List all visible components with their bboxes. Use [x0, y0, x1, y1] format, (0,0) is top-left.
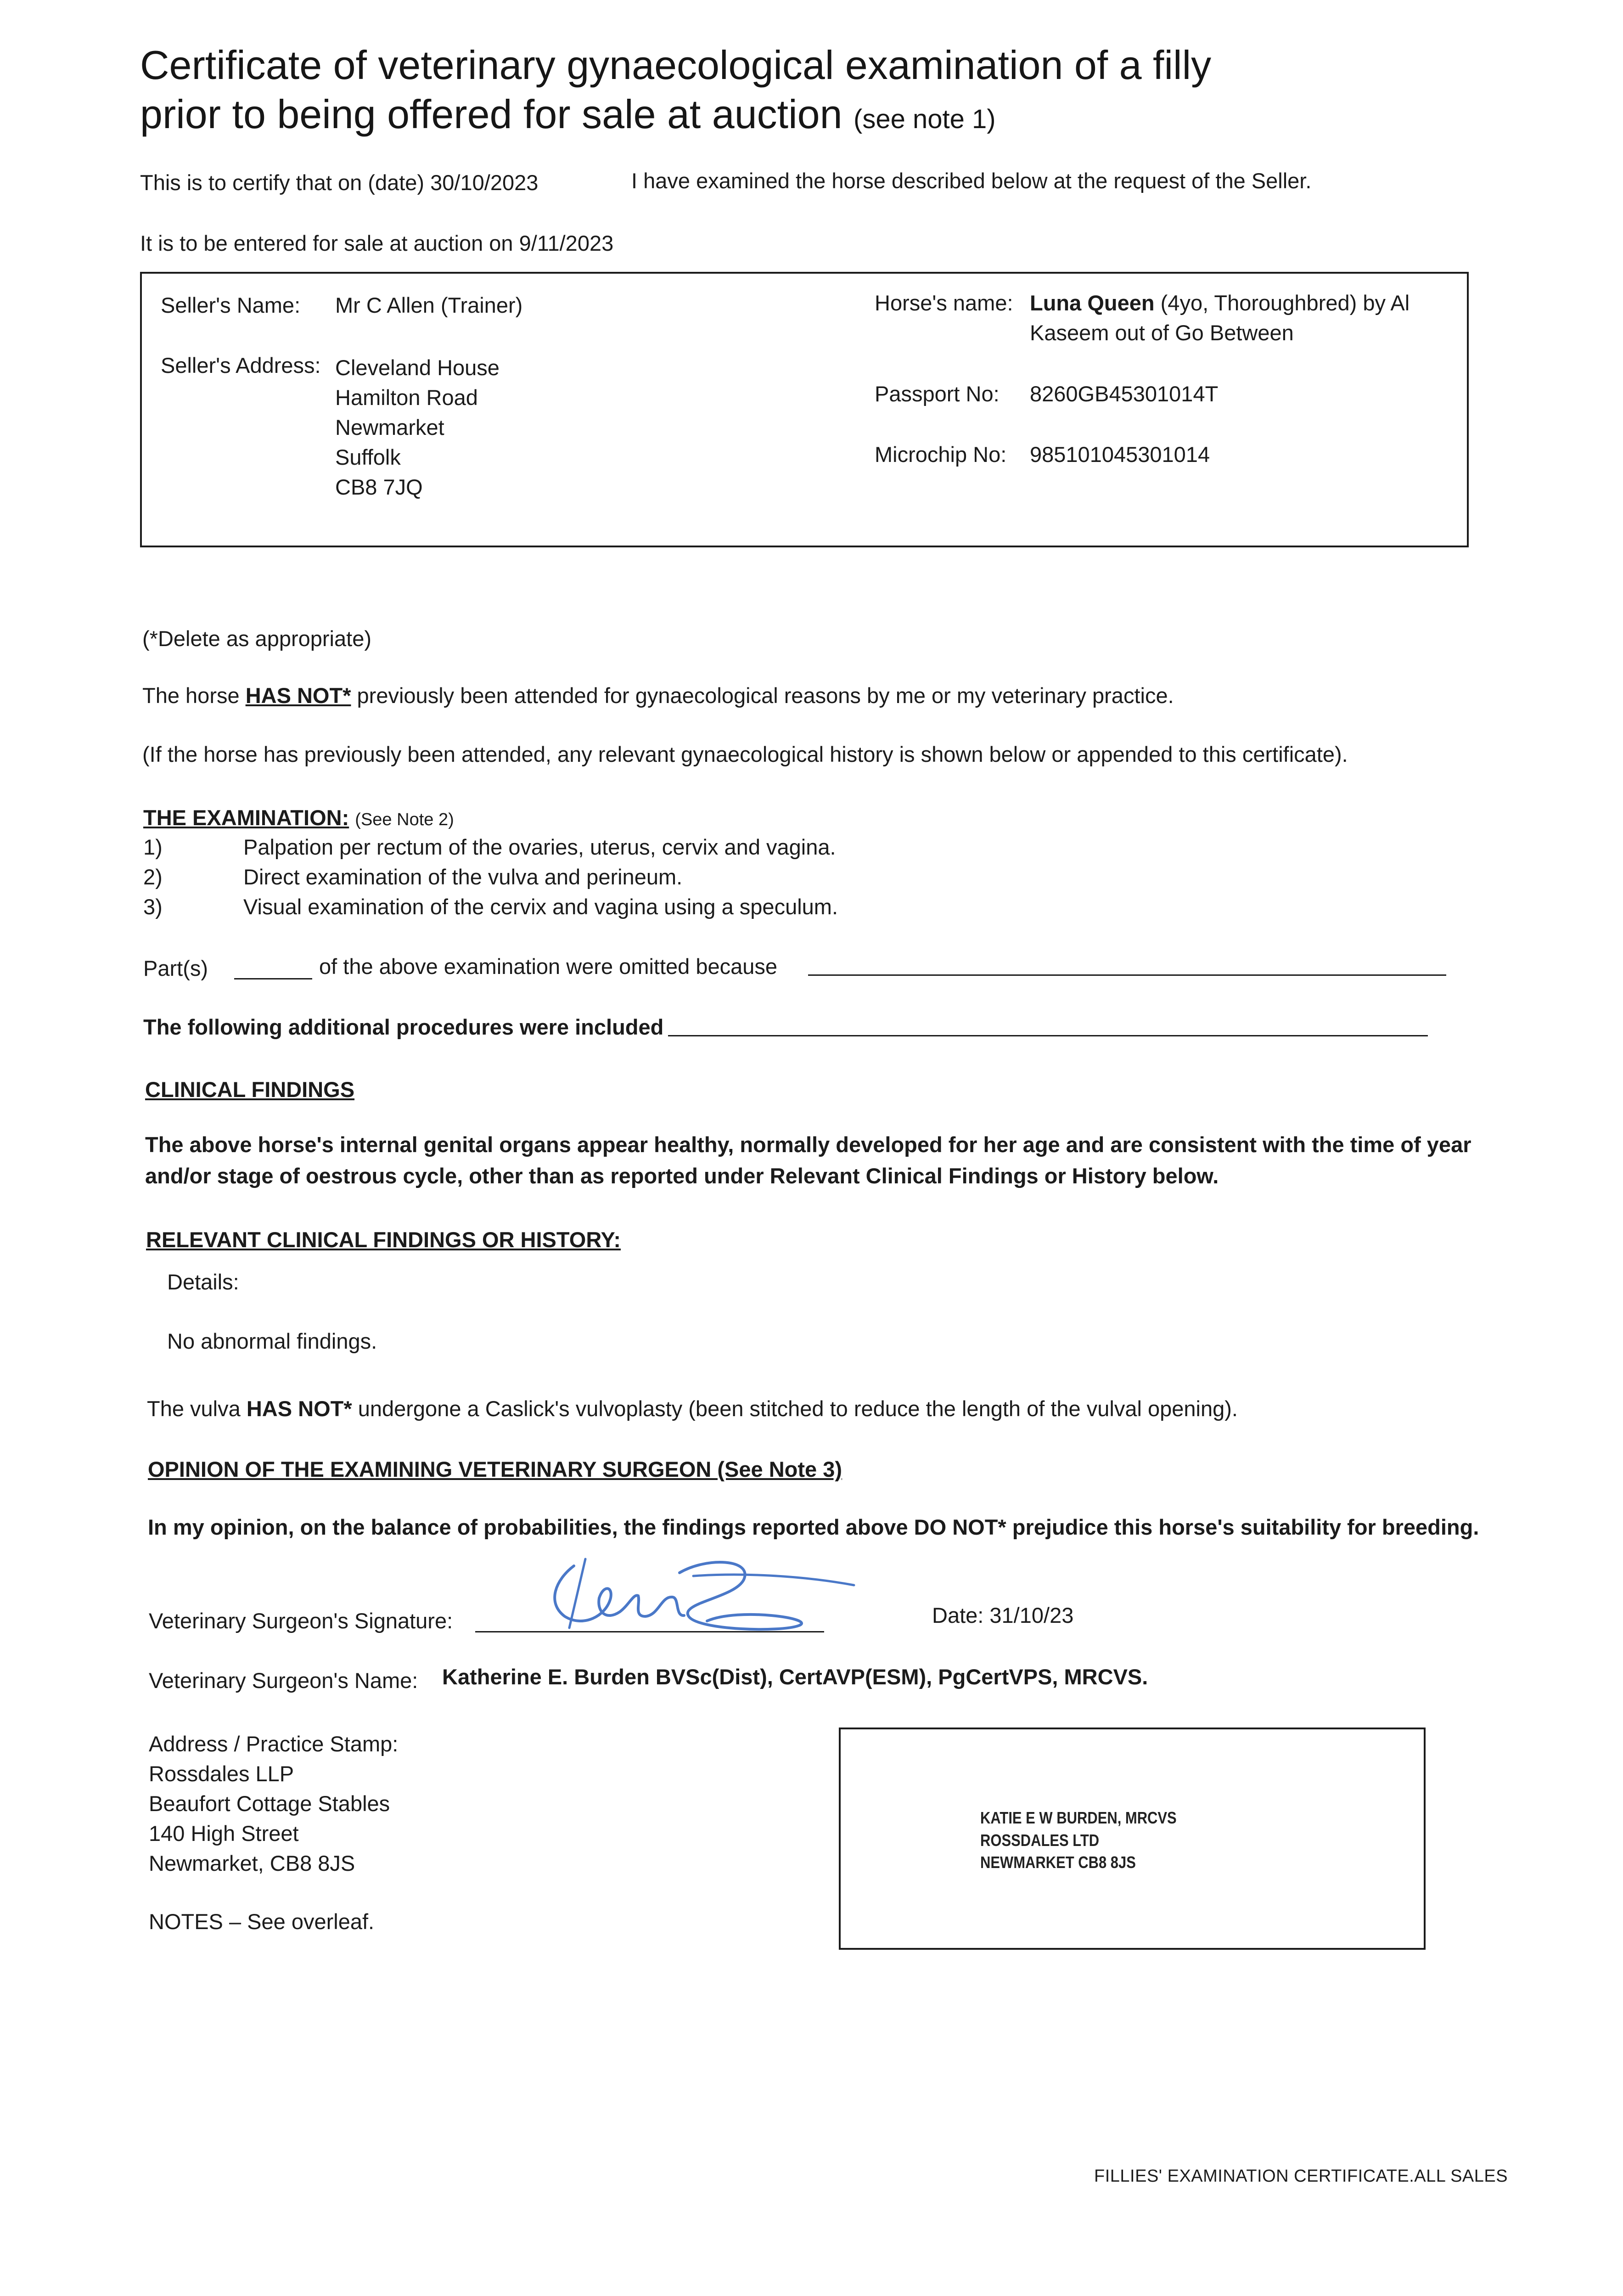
exam-item-3-text: Visual examination of the cervix and vagina using a speculum.	[243, 895, 838, 919]
title-line-2: prior to being offered for sale at auction (see note 1)	[140, 91, 996, 137]
delete-note: (*Delete as appropriate)	[142, 626, 371, 651]
omitted-reason-blank	[808, 974, 1446, 976]
signature-date: Date: 31/10/23	[932, 1603, 1074, 1627]
attended-has-not: HAS NOT*	[245, 683, 351, 708]
omitted-parts-blank	[234, 978, 312, 979]
omitted-label-pre: Part(s)	[143, 956, 208, 980]
opinion-heading: OPINION OF THE EXAMINING VETERINARY SURGEON (See Note 3)	[148, 1457, 842, 1481]
exam-item-2-num: 2)	[143, 865, 163, 889]
seller-address-label: Seller's Address:	[161, 353, 321, 377]
auction-line: It is to be entered for sale at auction on 9/11/2023	[140, 231, 614, 255]
seller-name: Mr C Allen (Trainer)	[335, 293, 523, 317]
certify-line: This is to certify that on (date) 30/10/2023	[140, 170, 539, 195]
relevant-findings-heading: RELEVANT CLINICAL FINDINGS OR HISTORY:	[146, 1227, 621, 1252]
passport-label: Passport No:	[875, 382, 1000, 406]
vulva-statement: The vulva HAS NOT* undergone a Caslick's vulvoplasty (been stitched to reduce the length of the vulval opening).	[147, 1396, 1238, 1421]
omitted-label-mid: of the above examination were omitted because	[319, 954, 778, 979]
clinical-findings-line-1: The above horse's internal genital organs appear healthy, normally developed for her age and are consistent with the time of year	[145, 1132, 1471, 1157]
footer-text: FILLIES' EXAMINATION CERTIFICATE.ALL SALES	[1094, 2167, 1508, 2186]
microchip-label: Microchip No:	[875, 442, 1007, 467]
horse-name-line: Luna Queen (4yo, Thoroughbred) by Al	[1030, 291, 1410, 315]
horse-name: Luna Queen	[1030, 291, 1155, 315]
seller-address: Cleveland House Hamilton Road Newmarket Suffolk CB8 7JQ	[335, 355, 500, 499]
passport-number: 8260GB45301014T	[1030, 382, 1219, 406]
exam-item-3-num: 3)	[143, 895, 163, 919]
practice-stamp: KATIE E W BURDEN, MRCVS ROSSDALES LTD NEWMARKET CB8 8JS	[980, 1808, 1177, 1872]
additional-procedures-blank	[668, 1035, 1428, 1036]
certificate-title	[140, 40, 1211, 139]
additional-procedures-label: The following additional procedures were included	[143, 1015, 664, 1039]
practice-address: Address / Practice Stamp: Rossdales LLP Beaufort Cottage Stables 140 High Street Newmarket, CB8 8JS	[149, 1732, 399, 1875]
exam-date: 30/10/2023	[430, 170, 539, 195]
details-text: No abnormal findings.	[167, 1329, 377, 1353]
horse-desc: Kaseem out of Go Between	[1030, 321, 1294, 345]
vet-name-label: Veterinary Surgeon's Name:	[149, 1668, 418, 1693]
vulva-has-not: HAS NOT*	[246, 1396, 352, 1421]
attended-note: (If the horse has previously been attended, any relevant gynaecological history is shown below or appended to this certificate).	[142, 742, 1348, 766]
seller-name-label: Seller's Name:	[161, 293, 301, 317]
opinion-text: In my opinion, on the balance of probabilities, the findings reported above DO NOT* prejudice this horse's suitability for breeding.	[148, 1515, 1479, 1539]
details-label: Details:	[167, 1270, 239, 1294]
vet-name: Katherine E. Burden BVSc(Dist), CertAVP(ESM), PgCertVPS, MRCVS.	[442, 1665, 1148, 1689]
title-line-1: Certificate of veterinary gynaecological examination of a filly	[140, 42, 1212, 88]
exam-item-1-num: 1)	[143, 835, 163, 859]
attended-statement: The horse HAS NOT* previously been attended for gynaecological reasons by me or my veterinary practice.	[142, 683, 1174, 708]
notes-text: NOTES – See overleaf.	[149, 1909, 375, 1934]
certify-text: I have examined the horse described below at the request of the Seller.	[631, 169, 1312, 193]
clinical-findings-heading: CLINICAL FINDINGS	[145, 1077, 355, 1102]
microchip-number: 985101045301014	[1030, 442, 1210, 467]
title-note: (see note 1)	[854, 104, 996, 135]
signature-scribble	[542, 1548, 872, 1644]
exam-item-2-text: Direct examination of the vulva and perineum.	[243, 865, 683, 889]
examination-heading: THE EXAMINATION: (See Note 2)	[143, 805, 454, 830]
horse-name-label: Horse's name:	[875, 291, 1013, 315]
exam-item-1-text: Palpation per rectum of the ovaries, uterus, cervix and vagina.	[243, 835, 836, 859]
clinical-findings-line-2: and/or stage of oestrous cycle, other than as reported under Relevant Clinical Findings or History below.	[145, 1164, 1219, 1188]
signature-label: Veterinary Surgeon's Signature:	[149, 1609, 453, 1633]
auction-date: 9/11/2023	[519, 231, 614, 255]
